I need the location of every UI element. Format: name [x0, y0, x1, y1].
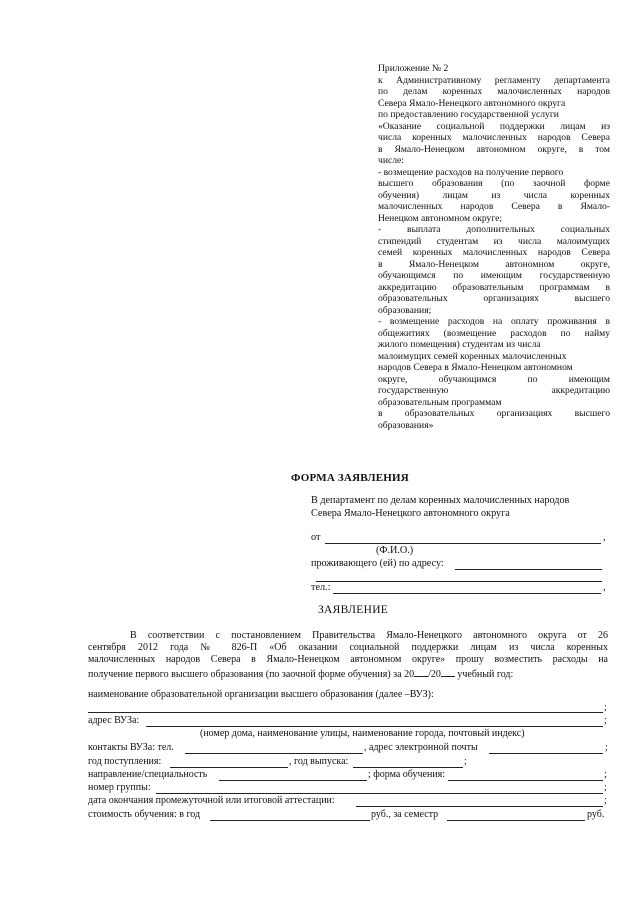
appendix-line: Ненецком автономном округе;	[378, 212, 503, 224]
contacts-label: контакты ВУЗа: тел.	[88, 742, 174, 753]
study-form-label: ; форма обучения:	[368, 769, 446, 780]
appendix-line: числа коренных малочисленных народов Севера	[378, 132, 610, 143]
email-label: , адрес электронной почты	[364, 742, 478, 753]
year-end-input[interactable]	[441, 667, 455, 677]
from-label: от	[311, 532, 321, 543]
appendix-line: государственную аккредитацию	[378, 385, 610, 396]
cost-year-label: стоимость обучения: в год	[88, 809, 201, 820]
semicolon: ;	[604, 715, 607, 726]
contacts-phone-input-line[interactable]	[185, 753, 363, 754]
addressee-block	[311, 494, 611, 520]
appendix-line: народов Севера в Ямало-Ненецком автономном	[378, 362, 573, 373]
appendix-line: «Оказание социальной поддержки лицам из	[378, 120, 610, 132]
address-input-line-1[interactable]	[455, 569, 602, 570]
appendix-line: семей коренных малочисленных народов Севера	[378, 247, 610, 258]
graduation-year-input-line[interactable]	[353, 767, 463, 768]
appendix-line: общежитиях (возмещение расходов по найму	[378, 327, 610, 339]
phone-label: тел.:	[311, 582, 331, 593]
appendix-line: жилого помещения) студентам из числа	[378, 339, 541, 350]
semicolon: ;	[604, 782, 607, 793]
group-number-input-line[interactable]	[156, 793, 603, 794]
attestation-date-label: дата окончания промежуточной или итоговой аттестации:	[88, 795, 335, 806]
comma: ,	[603, 532, 606, 543]
appendix-line: Приложение № 2	[378, 63, 449, 74]
semicolon: ;	[604, 702, 607, 713]
appendix-line: - возмещение расходов на получение первого	[378, 166, 564, 178]
address-hint: (номер дома, наименование улицы, наименование города, почтовый индекс)	[200, 728, 525, 739]
appendix-line: обучения) лицам из числа коренных	[378, 189, 610, 201]
appendix-line: - возмещение расходов на оплату проживания в	[378, 316, 610, 327]
form-title: ФОРМА ЗАЯВЛЕНИЯ	[291, 472, 409, 484]
residing-label: проживающего (ей) по адресу:	[311, 558, 444, 569]
graduation-year-label: , год выпуска:	[289, 756, 349, 767]
university-name-input-line[interactable]	[88, 712, 603, 713]
addressee-line-1: В департамент по делам коренных малочисленных народов	[311, 495, 570, 506]
appendix-line: по предоставлению государственной услуги	[378, 109, 559, 120]
appendix-line: по делам коренных малочисленных народов	[378, 86, 610, 97]
appendix-line: к Административному регламенту департамента	[378, 74, 610, 86]
group-number-label: номер группы:	[88, 782, 151, 793]
intro-line: малочисленных народов Севера в Ямало-Ненецком автономном округе» прошу возместить расходы на	[88, 654, 608, 666]
appendix-line: высшего образования (по заочной форме	[378, 178, 610, 189]
address-input-line-2[interactable]	[316, 581, 602, 582]
university-address-label: адрес ВУЗа:	[88, 715, 140, 726]
appendix-line: стипендий студентам из числа малоимущих	[378, 235, 610, 247]
year-start-input[interactable]	[414, 667, 428, 677]
appendix-line: образования»	[378, 419, 434, 431]
semicolon: ;	[604, 795, 607, 806]
semicolon: ;	[605, 742, 608, 753]
university-name-label: наименование образовательной организации высшего образования (далее –ВУЗ):	[88, 689, 434, 700]
admission-year-input-line[interactable]	[170, 767, 288, 768]
addressee-line-2: Севера Ямало-Ненецкого автономного округа	[311, 508, 510, 519]
intro-line	[88, 667, 608, 681]
appendix-line: в Ямало-Ненецком автономном округе, в том	[378, 143, 610, 155]
appendix-line: числе:	[378, 155, 404, 166]
appendix-line: малочисленных народов Севера в Ямало-	[378, 201, 610, 212]
appendix-line: обучающимся по имеющим государственную	[378, 270, 610, 281]
comma: ,	[603, 582, 606, 593]
statement-heading: ЗАЯВЛЕНИЕ	[318, 604, 389, 616]
rub-label: руб.	[587, 809, 605, 820]
appendix-line: - выплата дополнительных социальных	[378, 224, 610, 235]
appendix-line: малоимущих семей коренных малочисленных	[378, 350, 567, 362]
appendix-line: образовательным программам	[378, 396, 502, 408]
appendix-line: аккредитацию образовательным программам в	[378, 281, 610, 293]
email-input-line[interactable]	[489, 753, 603, 754]
semicolon: ;	[604, 769, 607, 780]
appendix-line: образования;	[378, 304, 432, 316]
rub-semester-label: руб., за семестр	[371, 809, 439, 820]
study-form-input-line[interactable]	[448, 780, 603, 781]
cost-year-input-line[interactable]	[210, 820, 370, 821]
attestation-date-input-line[interactable]	[356, 806, 603, 807]
fio-caption: (Ф.И.О.)	[376, 545, 414, 556]
intro-paragraph	[88, 630, 608, 681]
admission-year-label: год поступления:	[88, 756, 162, 767]
appendix-line: округе, обучающимся по имеющим	[378, 373, 610, 385]
intro-line4-part: получение первого высшего образования (по заочной форме обучения) за 20	[88, 668, 415, 680]
appendix-line: в Ямало-Ненецком автономном округе,	[378, 258, 610, 270]
intro-line: сентября 2012 года № 826-П «Об оказании социальной поддержки лицам из числа коренных	[88, 642, 608, 654]
appendix-line: образовательных организациях высшего	[378, 293, 610, 304]
phone-input-line[interactable]	[333, 593, 601, 594]
university-address-input-line[interactable]	[146, 726, 603, 727]
semicolon: ;	[464, 756, 467, 767]
intro-line4-part: /20	[428, 668, 441, 680]
fio-input-line[interactable]	[325, 543, 601, 544]
intro-line4-part: учебный год:	[457, 668, 514, 680]
specialty-label: направление/специальность	[88, 769, 208, 780]
appendix-line: Севера Ямало-Ненецкого автономного округа	[378, 97, 566, 109]
intro-line: В соответствии с постановлением Правительства Ямало-Ненецкого автономного округа от 26	[130, 630, 608, 641]
cost-semester-input-line[interactable]	[447, 820, 585, 821]
specialty-input-line[interactable]	[219, 780, 367, 781]
appendix-line: в образовательных организациях высшего	[378, 408, 610, 419]
appendix-block	[378, 63, 610, 431]
